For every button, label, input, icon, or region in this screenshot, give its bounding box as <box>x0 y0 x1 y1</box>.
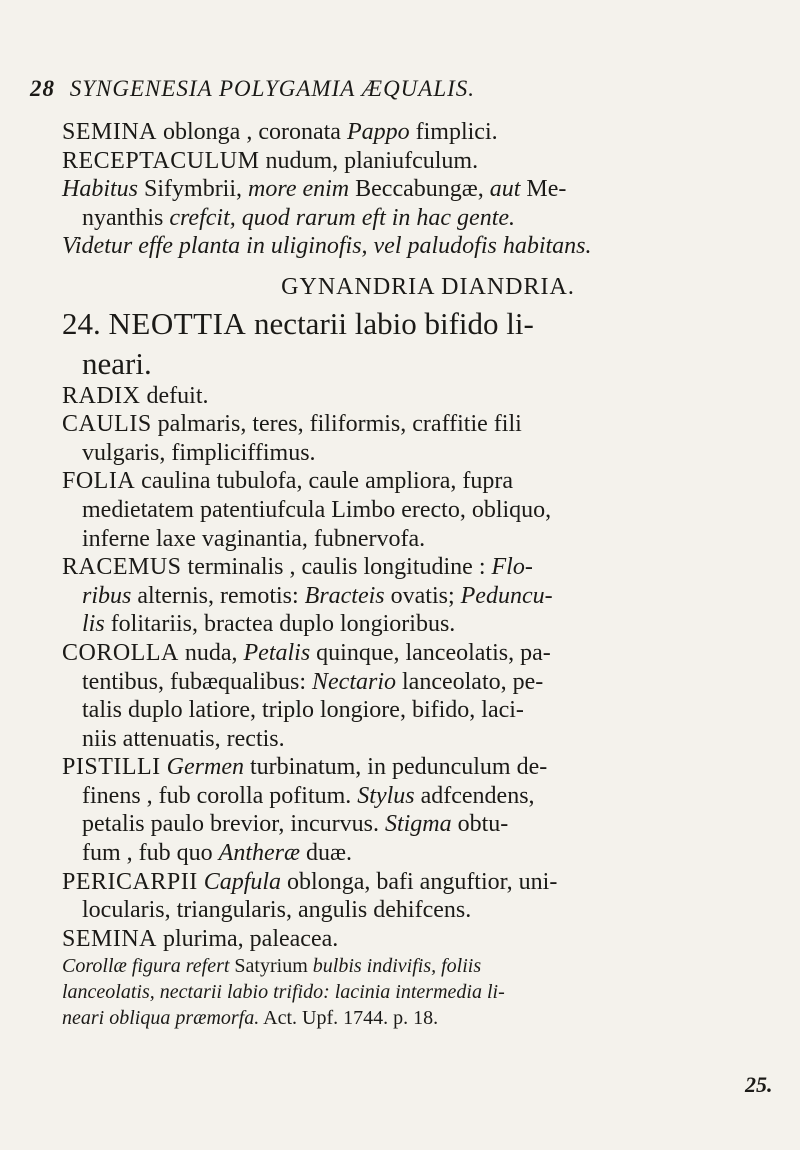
pistilli-line-4: fum , fub quo Antheræ duæ. <box>82 840 352 867</box>
folia-line-1: FOLIA caulina tubulofa, caule ampliora, fupra <box>62 468 514 495</box>
pistilli-line-3: petalis paulo brevior, incurvus. Stigma obtu- <box>82 811 509 838</box>
pericarpii-line-1: PERICARPII Capfula oblonga, bafi anguftior, uni- <box>62 868 558 895</box>
term-semina: SEMINA <box>62 925 158 952</box>
running-title: SYNGENESIA POLYGAMIA ÆQUALIS. <box>69 76 476 101</box>
racemus-line-3: lis folitariis, bractea duplo longioribus. <box>82 611 456 638</box>
term-receptaculum: RECEPTACULUM <box>62 147 260 174</box>
caulis-line-1: CAULIS palmaris, teres, filiformis, craffitie fili <box>62 411 522 438</box>
folia-line-2: medietatem patentiufcula Limbo erecto, obliquo, <box>82 496 552 523</box>
corolla-line-4: niis attenuatis, rectis. <box>82 725 285 752</box>
term-caulis: CAULIS <box>62 411 152 438</box>
folia-line-3: inferne laxe vaginantia, fubnervofa. <box>82 525 426 552</box>
semina2-line: SEMINA plurima, paleacea. <box>62 925 339 952</box>
genus-name: NEOTTIA <box>108 305 247 341</box>
term-racemus: RACEMUS <box>62 554 182 581</box>
note-line-2: lanceolatis, nectarii labio trifido: lacinia intermedia li- <box>62 981 505 1004</box>
genus-heading-cont: neari. <box>82 345 152 381</box>
radix-line: RADIX defuit. <box>62 382 209 409</box>
running-head <box>30 76 475 102</box>
term-semina: SEMINA <box>62 119 158 145</box>
caulis-line-2: vulgaris, fimpliciffimus. <box>82 439 316 466</box>
section-heading: GYNANDRIA DIANDRIA. <box>281 273 575 300</box>
habitus-line-1: Habitus Sifymbrii, more enim Beccabungæ, aut Me- <box>62 176 567 203</box>
pistilli-line-2: finens , fub corolla pofitum. Stylus adfcendens, <box>82 782 535 809</box>
semina-line: SEMINA oblonga , coronata Pappo fimplici. <box>62 119 498 145</box>
term-corolla: COROLLA <box>62 639 179 666</box>
racemus-line-2: ribus alternis, remotis: Bracteis ovatis; Peduncu- <box>82 582 553 609</box>
catchword: 25. <box>745 1072 773 1097</box>
racemus-line-1: RACEMUS terminalis , caulis longitudine : Flo- <box>62 554 533 581</box>
genus-heading: 24. NEOTTIA nectarii labio bifido li- <box>62 305 534 341</box>
text-body <box>62 118 774 1031</box>
note-line-3: neari obliqua præmorfa. Act. Upf. 1744. p. 18. <box>62 1007 439 1030</box>
pericarpii-line-2: locularis, triangularis, angulis dehifcens. <box>82 897 472 924</box>
term-folia: FOLIA <box>62 468 136 495</box>
term-pistilli: PISTILLI <box>62 754 161 781</box>
term-pericarpii: PERICARPII <box>62 868 198 895</box>
receptaculum-line: RECEPTACULUM nudum, planiufculum. <box>62 147 479 174</box>
pistilli-line-1: PISTILLI Germen turbinatum, in pedunculum de- <box>62 754 548 781</box>
page-number: 28 <box>30 76 55 101</box>
corolla-line-1: COROLLA nuda, Petalis quinque, lanceolatis, pa- <box>62 639 551 666</box>
habitus-line-2: nyanthis crefcit, quod rarum eft in hac gente. <box>82 204 516 231</box>
note-line-1: Corollæ figura refert Satyrium bulbis indivifis, foliis <box>62 955 482 978</box>
corolla-line-3: talis duplo latiore, triplo longiore, bifido, laci- <box>82 697 524 724</box>
corolla-line-2: tentibus, fubæqualibus: Nectario lanceolato, pe- <box>82 668 544 695</box>
term-radix: RADIX <box>62 382 141 409</box>
habitus-line-3: Videtur effe planta in uliginofis, vel paludofis habitans. <box>62 233 592 260</box>
